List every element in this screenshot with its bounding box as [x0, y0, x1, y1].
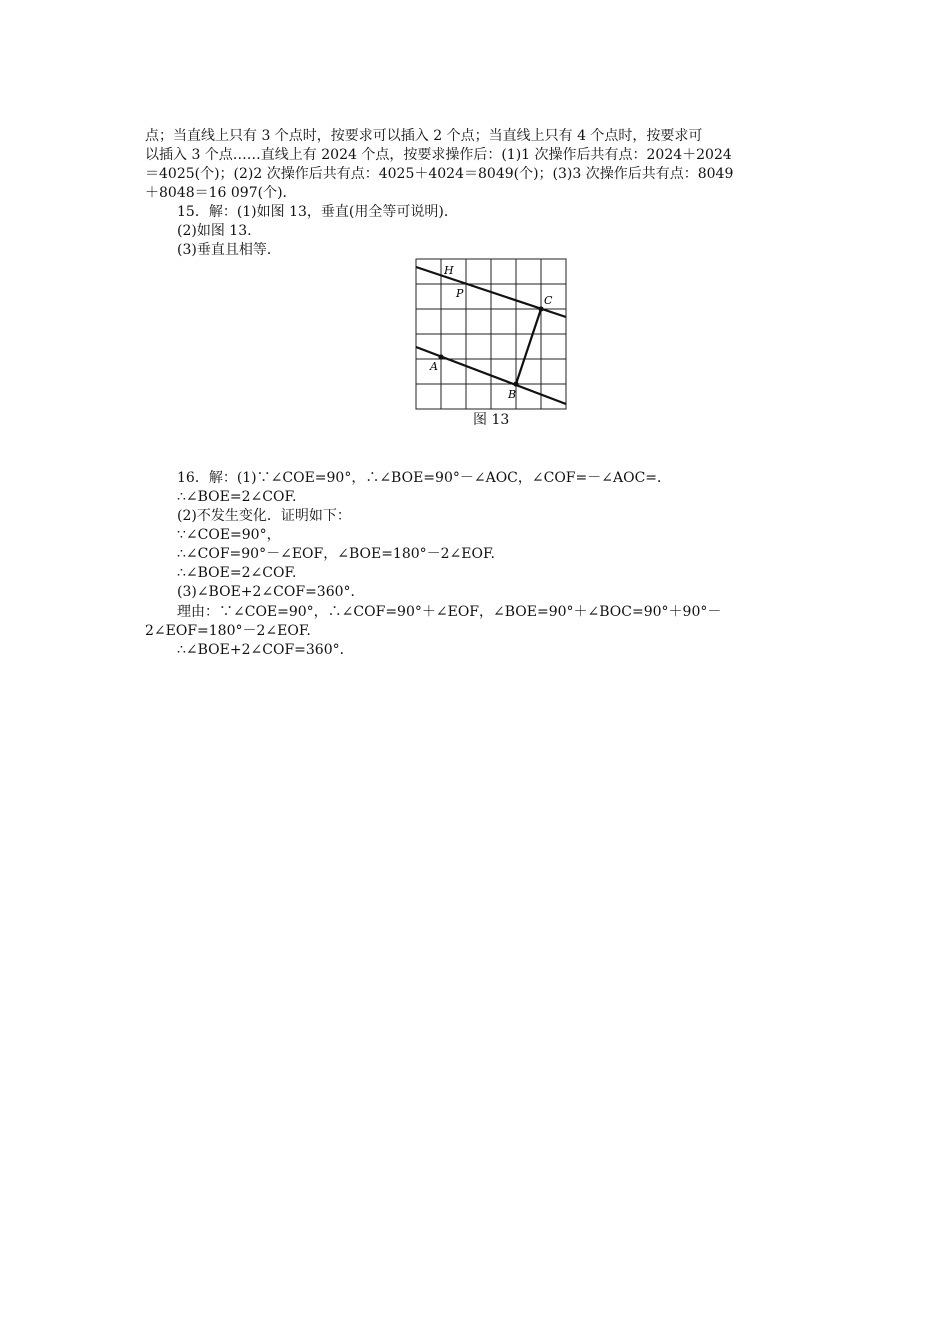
- p16-line-2: ∴∠BOE=2∠COF.: [177, 489, 297, 505]
- label-a: A: [430, 360, 438, 373]
- p14-line-1: 点；当直线上只有 3 个点时，按要求可以插入 2 个点；当直线上只有 4 个点时，按要求可: [145, 128, 703, 144]
- p14-line-2: 以插入 3 个点……直线上有 2024 个点，按要求操作后：(1)1 次操作后共有点：2024＋2024: [145, 147, 732, 163]
- p15-line-3: (3)垂直且相等．: [177, 242, 281, 258]
- p16-line-8: 理由：∵∠COE=90°，∴∠COF=90°＋∠EOF，∠BOE=90°＋∠BOC=90°＋90°－: [177, 604, 722, 620]
- label-c: C: [544, 294, 553, 307]
- p16-line-5: ∴∠COF=90°－∠EOF，∠BOE=180°－2∠EOF.: [177, 546, 495, 562]
- segment-bc: [516, 309, 541, 384]
- p14-line-3: ＝4025(个)；(2)2 次操作后共有点：4025＋4024＝8049(个)；(3)3 次操作后共有点：8049: [145, 166, 734, 182]
- label-h: H: [444, 264, 454, 277]
- p15-line-2: (2)如图 13.: [177, 223, 252, 239]
- p16-line-4: ∵∠COE=90°，: [177, 527, 281, 543]
- p16-line-10: ∴∠BOE+2∠COF=360°．: [177, 642, 354, 658]
- p16-line-1: 16．解：(1)∵∠COE=90°，∴∠BOE=90°－∠AOC，∠COF=－∠AOC=．: [177, 470, 672, 486]
- p15-line-1: 15．解：(1)如图 13，垂直(用全等可说明)．: [177, 204, 458, 220]
- p16-line-9: 2∠EOF=180°－2∠EOF.: [145, 623, 311, 639]
- figure-13-grid: [412, 256, 572, 411]
- grid-lines: [416, 259, 566, 409]
- point-c: [538, 306, 543, 311]
- point-a: [438, 354, 443, 359]
- point-b: [513, 381, 518, 386]
- p14-line-4: ＋8048＝16 097(个)．: [145, 185, 297, 201]
- label-p: P: [456, 287, 464, 300]
- figure-caption: 图 13: [473, 412, 510, 428]
- p16-line-3: (2)不发生变化．证明如下：: [177, 508, 351, 524]
- p16-line-7: (3)∠BOE+2∠COF=360°．: [177, 584, 365, 600]
- label-b: B: [508, 388, 517, 401]
- p16-line-6: ∴∠BOE=2∠COF.: [177, 565, 297, 581]
